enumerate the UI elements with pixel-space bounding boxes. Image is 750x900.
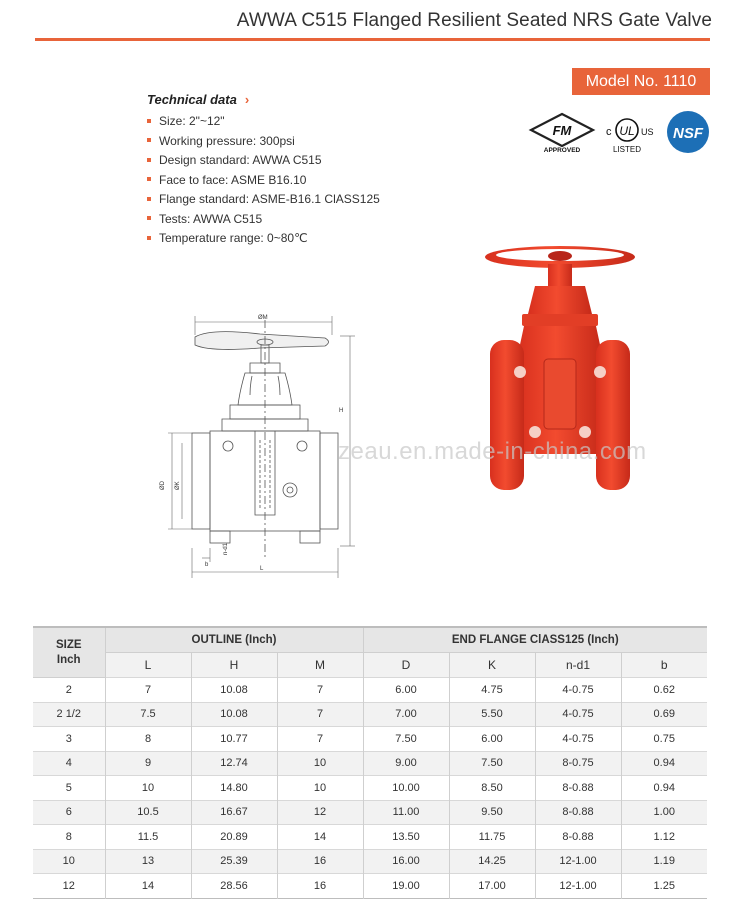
table-cell: 9.00 (363, 751, 449, 776)
table-row (33, 874, 707, 899)
table-cell: 7 (277, 678, 363, 703)
table-cell: 20.89 (191, 825, 277, 850)
nsf-logo-text: NSF (673, 125, 703, 142)
table-cell: 5.50 (449, 702, 535, 727)
model-badge: Model No. 1110 (572, 68, 710, 95)
column-header: K (449, 653, 535, 678)
table-cell: 16.67 (191, 800, 277, 825)
table-cell: 7 (277, 702, 363, 727)
column-header: L (105, 653, 191, 678)
technical-data-item (147, 153, 380, 173)
table-cell: 0.94 (621, 776, 707, 801)
technical-data-list (147, 114, 380, 251)
table-cell: 9.50 (449, 800, 535, 825)
table-cell: 10.5 (105, 800, 191, 825)
table-cell: 0.69 (621, 702, 707, 727)
technical-data-item-text: Size: 2"~12" (159, 114, 225, 128)
table-row (33, 776, 707, 801)
bullet-icon (147, 119, 151, 123)
ul-logo-text: UL (619, 124, 635, 138)
table-cell: 14.80 (191, 776, 277, 801)
table-cell: 10.08 (191, 678, 277, 703)
table-cell: 11.5 (105, 825, 191, 850)
technical-data-item (147, 192, 380, 212)
table-cell: 4 (33, 751, 105, 776)
technical-data-item-text: Flange standard: ASME-B16.1 ClASS125 (159, 192, 380, 206)
column-header: n-d1 (535, 653, 621, 678)
column-header: D (363, 653, 449, 678)
valve-technical-drawing (150, 300, 360, 585)
table-cell: 4-0.75 (535, 678, 621, 703)
technical-data-item-text: Design standard: AWWA C515 (159, 153, 322, 167)
fm-logo-text: FM (552, 123, 572, 138)
table-row (33, 825, 707, 850)
technical-data-item (147, 173, 380, 193)
table-cell: 12-1.00 (535, 874, 621, 899)
table-cell: 1.19 (621, 849, 707, 874)
table-cell: 11.75 (449, 825, 535, 850)
nsf-logo (666, 110, 710, 154)
size-header (33, 627, 105, 678)
ul-listed-logo (603, 116, 659, 156)
bullet-icon (147, 177, 151, 181)
table-cell: 10.77 (191, 727, 277, 752)
technical-data-item (147, 114, 380, 134)
table-row (33, 727, 707, 752)
table-cell: 8-0.88 (535, 776, 621, 801)
technical-data-label: Technical data (147, 92, 237, 107)
table-cell: 16.00 (363, 849, 449, 874)
table-cell: 1.12 (621, 825, 707, 850)
drawing-label-k: ØK (175, 481, 181, 490)
table-cell: 17.00 (449, 874, 535, 899)
table-cell: 0.94 (621, 751, 707, 776)
column-header: b (621, 653, 707, 678)
drawing-label-m: ØM (258, 315, 268, 321)
table-cell: 8-0.88 (535, 800, 621, 825)
table-cell: 11.00 (363, 800, 449, 825)
technical-data-item (147, 212, 380, 232)
bullet-icon (147, 216, 151, 220)
table-cell: 14.25 (449, 849, 535, 874)
table-row (33, 800, 707, 825)
table-cell: 12-1.00 (535, 849, 621, 874)
technical-data-item-text: Working pressure: 300psi (159, 133, 295, 148)
watermark: zeau.en.made-in-china.com (338, 438, 647, 465)
table-row (33, 751, 707, 776)
page-title: AWWA C515 Flanged Resilient Seated NRS Gate Valve (236, 10, 712, 31)
table-cell: 14 (277, 825, 363, 850)
table-cell: 0.62 (621, 678, 707, 703)
table-cell: 7 (105, 678, 191, 703)
technical-data-item (147, 134, 380, 154)
table-cell: 12.74 (191, 751, 277, 776)
table-cell: 10 (33, 849, 105, 874)
table-cell: 10.08 (191, 702, 277, 727)
table-cell: 4-0.75 (535, 727, 621, 752)
table-cell: 9 (105, 751, 191, 776)
technical-data-item (147, 231, 380, 251)
table-cell: 10.00 (363, 776, 449, 801)
table-cell: 16 (277, 849, 363, 874)
fm-logo-caption: APPROVED (543, 147, 581, 154)
bullet-icon (147, 158, 151, 162)
table-cell: 0.75 (621, 727, 707, 752)
technical-data-item-text: Temperature range: 0~80℃ (159, 231, 308, 245)
table-cell: 19.00 (363, 874, 449, 899)
table-cell: 10 (277, 751, 363, 776)
table-cell: 7.5 (105, 702, 191, 727)
table-cell: 12 (277, 800, 363, 825)
drawing-label-nd1: n-d1 (223, 542, 229, 555)
table-cell: 7.50 (449, 751, 535, 776)
ul-logo-caption: LISTED (612, 145, 642, 154)
table-cell: 8-0.75 (535, 751, 621, 776)
table-cell: 10 (277, 776, 363, 801)
technical-data-item-text: Face to face: ASME B16.10 (159, 172, 307, 187)
dimension-table (33, 626, 707, 899)
table-cell: 12 (33, 874, 105, 899)
bullet-icon (147, 197, 151, 201)
table-cell: 6 (33, 800, 105, 825)
table-cell: 2 (33, 678, 105, 703)
table-cell: 10 (105, 776, 191, 801)
size-header-line2: Inch (56, 653, 81, 666)
table-cell: 8 (33, 825, 105, 850)
table-cell: 25.39 (191, 849, 277, 874)
ul-logo-us: US (641, 127, 654, 137)
table-cell: 7.00 (363, 702, 449, 727)
table-cell: 8-0.88 (535, 825, 621, 850)
bullet-icon (147, 236, 151, 240)
table-cell: 1.00 (621, 800, 707, 825)
technical-data-item-text: Tests: AWWA C515 (159, 211, 263, 226)
table-cell: 6.00 (449, 727, 535, 752)
table-cell: 1.25 (621, 874, 707, 899)
table-row (33, 849, 707, 874)
table-cell: 8.50 (449, 776, 535, 801)
table-cell: 13.50 (363, 825, 449, 850)
outline-header: OUTLINE (Inch) (105, 627, 363, 653)
table-cell: 7.50 (363, 727, 449, 752)
table-cell: 2 1/2 (33, 702, 105, 727)
column-header: M (277, 653, 363, 678)
title-underline (35, 38, 710, 41)
fm-approved-logo (527, 112, 597, 154)
drawing-label-l: L (260, 566, 264, 572)
drawing-label-d: ØD (160, 481, 166, 490)
table-cell: 6.00 (363, 678, 449, 703)
drawing-label-h: H (339, 408, 344, 414)
table-cell: 28.56 (191, 874, 277, 899)
chevron-right-icon: › (244, 92, 250, 107)
bullet-icon (147, 138, 151, 142)
size-header-line1: SIZE (55, 638, 82, 651)
table-row (33, 702, 707, 727)
table-cell: 16 (277, 874, 363, 899)
end-flange-header: END FLANGE ClASS125 (Inch) (363, 627, 707, 653)
table-cell: 3 (33, 727, 105, 752)
ul-logo-c: c (606, 126, 612, 138)
table-cell: 14 (105, 874, 191, 899)
table-cell: 13 (105, 849, 191, 874)
table-cell: 8 (105, 727, 191, 752)
table-row (33, 678, 707, 703)
table-cell: 5 (33, 776, 105, 801)
table-cell: 4.75 (449, 678, 535, 703)
table-cell: 7 (277, 727, 363, 752)
technical-data-heading[interactable] (147, 92, 249, 107)
table-cell: 4-0.75 (535, 702, 621, 727)
column-header: H (191, 653, 277, 678)
drawing-label-b: b (205, 562, 209, 568)
